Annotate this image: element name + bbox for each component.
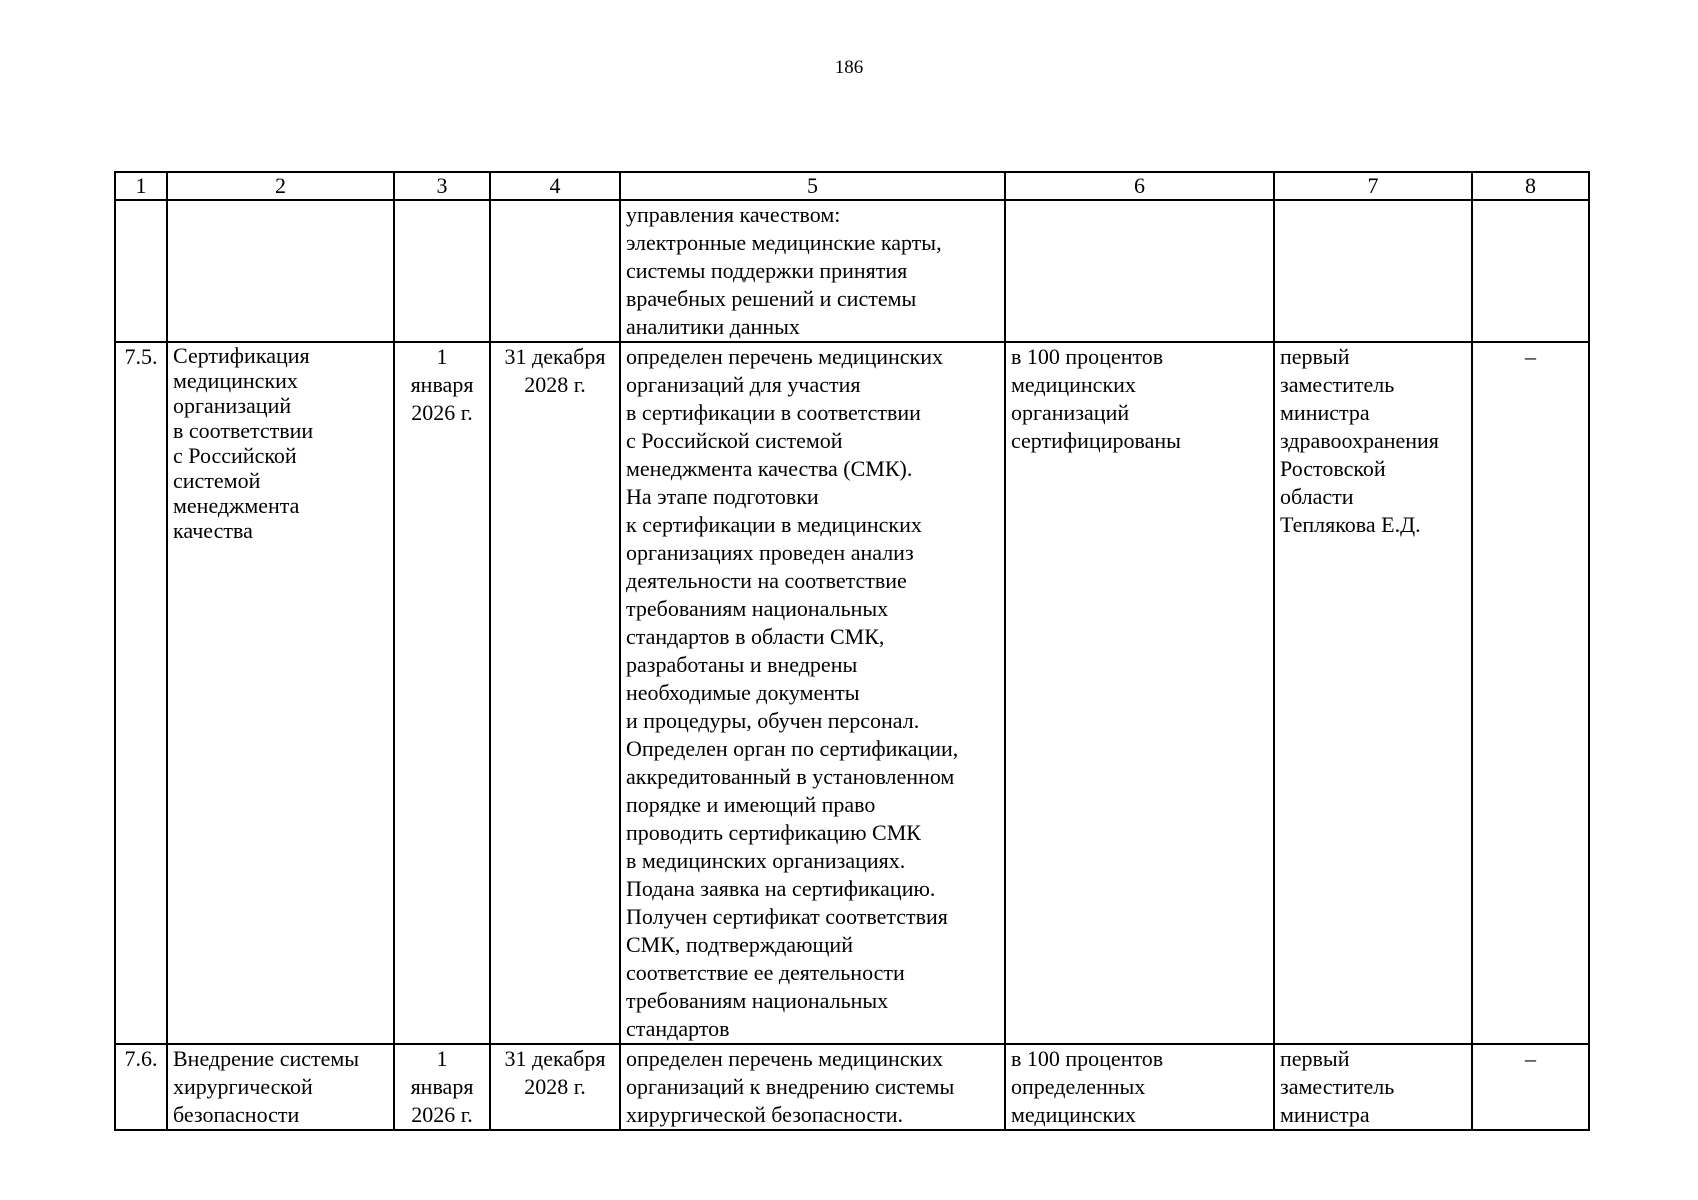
cell-empty xyxy=(1274,200,1472,342)
text-line: организаций к внедрению системы xyxy=(626,1074,955,1099)
text-line: к сертификации в медицинских xyxy=(626,512,922,537)
text-line: января xyxy=(410,1074,474,1099)
column-header: 3 xyxy=(394,172,490,200)
text-line: 31 декабря xyxy=(504,344,606,369)
start-date-cell xyxy=(394,1044,490,1130)
text-line: стандартов xyxy=(626,1016,730,1041)
text-line: системой xyxy=(173,468,261,493)
text-line: организациях проведен анализ xyxy=(626,540,914,565)
row-number: 7.6. xyxy=(115,1044,167,1130)
text-line: определен перечень медицинских xyxy=(626,1046,944,1071)
measures-table xyxy=(114,171,1590,1131)
text-line: порядке и имеющий право xyxy=(626,792,876,817)
text-line: Сертификация xyxy=(173,343,310,368)
end-date-cell xyxy=(490,342,620,1044)
text-line: заместитель xyxy=(1280,372,1395,397)
row-number: 7.5. xyxy=(115,342,167,1044)
cell-empty xyxy=(1472,200,1589,342)
text-line: в 100 процентов xyxy=(1011,1046,1164,1071)
text-line: Внедрение системы xyxy=(173,1046,360,1071)
text-line: первый xyxy=(1280,1046,1350,1071)
column-header: 7 xyxy=(1274,172,1472,200)
text-line: определен перечень медицинских xyxy=(626,344,944,369)
column-header: 6 xyxy=(1005,172,1274,200)
text-line: в медицинских организациях. xyxy=(626,848,906,873)
column-header: 1 xyxy=(115,172,167,200)
start-date-cell xyxy=(394,342,490,1044)
text-line: заместитель xyxy=(1280,1074,1395,1099)
text-line: хирургической безопасности. xyxy=(626,1102,904,1127)
text-line: Ростовской xyxy=(1280,456,1386,481)
text-line: министра xyxy=(1280,1102,1370,1127)
text-line: определенных xyxy=(1011,1074,1146,1099)
table-row xyxy=(115,1044,1589,1130)
text-line: врачебных решений и системы xyxy=(626,286,917,311)
text-line: первый xyxy=(1280,344,1350,369)
text-line: СМК, подтверждающий xyxy=(626,932,853,957)
col8-cell: – xyxy=(1472,342,1589,1044)
continuation-result-cell xyxy=(620,200,1005,342)
text-line: Подана заявка на сертификацию. xyxy=(626,876,936,901)
text-line: 1 xyxy=(436,1046,448,1071)
cell-empty xyxy=(394,200,490,342)
text-line: Теплякова Е.Д. xyxy=(1280,512,1421,537)
col8-cell: – xyxy=(1472,1044,1589,1130)
text-line: аккредитованный в установленном xyxy=(626,764,955,789)
text-line: организаций для участия xyxy=(626,372,861,397)
cell-empty xyxy=(1005,200,1274,342)
text-line: стандартов в области СМК, xyxy=(626,624,885,649)
cell-empty xyxy=(167,200,394,342)
end-date-cell xyxy=(490,1044,620,1130)
text-line: менеджмента xyxy=(173,493,300,518)
indicator-cell xyxy=(1005,342,1274,1044)
text-line: аналитики данных xyxy=(626,314,800,339)
text-line: На этапе подготовки xyxy=(626,484,819,509)
text-line: в 100 процентов xyxy=(1011,344,1164,369)
text-line: организаций xyxy=(173,393,292,418)
text-line: требованиям национальных xyxy=(626,988,889,1013)
text-line: менеджмента качества (СМК). xyxy=(626,456,913,481)
indicator-cell xyxy=(1005,1044,1274,1130)
text-line: 2026 г. xyxy=(411,400,473,425)
text-line: соответствие ее деятельности xyxy=(626,960,905,985)
table-header-row xyxy=(115,172,1589,200)
text-line: безопасности xyxy=(173,1102,300,1127)
column-header: 8 xyxy=(1472,172,1589,200)
text-line: января xyxy=(410,372,474,397)
text-line: с Российской xyxy=(173,443,297,468)
text-line: медицинских xyxy=(173,368,298,393)
result-cell xyxy=(620,342,1005,1044)
text-line: Получен сертификат соответствия xyxy=(626,904,948,929)
text-line: с Российской системой xyxy=(626,428,843,453)
text-line: медицинских xyxy=(1011,372,1136,397)
measure-name-cell xyxy=(167,1044,394,1130)
column-header: 2 xyxy=(167,172,394,200)
table-row xyxy=(115,342,1589,1044)
text-line: в сертификации в соответствии xyxy=(626,400,921,425)
text-line: разработаны и внедрены xyxy=(626,652,858,677)
column-header: 5 xyxy=(620,172,1005,200)
page-number: 186 xyxy=(834,57,864,78)
measure-name-cell xyxy=(167,342,394,1044)
cell-empty xyxy=(115,200,167,342)
text-line: системы поддержки принятия xyxy=(626,258,908,283)
text-line: проводить сертификацию СМК xyxy=(626,820,921,845)
text-line: 1 xyxy=(436,344,448,369)
text-line: организаций xyxy=(1011,400,1130,425)
text-line: качества xyxy=(173,518,253,543)
text-line: деятельности на соответствие xyxy=(626,568,907,593)
text-line: здравоохранения xyxy=(1280,428,1439,453)
text-line: министра xyxy=(1280,400,1370,425)
responsible-cell xyxy=(1274,342,1472,1044)
text-line: и процедуры, обучен персонал. xyxy=(626,708,920,733)
text-line: 2026 г. xyxy=(411,1102,473,1127)
text-line: медицинских xyxy=(1011,1102,1136,1127)
text-line: в соответствии xyxy=(173,418,314,443)
responsible-cell xyxy=(1274,1044,1472,1130)
text-line: 2028 г. xyxy=(524,1074,586,1099)
text-line: электронные медицинские карты, xyxy=(626,230,942,255)
text-line: области xyxy=(1280,484,1354,509)
text-line: требованиям национальных xyxy=(626,596,889,621)
table-row-continuation xyxy=(115,200,1589,342)
column-header: 4 xyxy=(490,172,620,200)
text-line: Определен орган по сертификации, xyxy=(626,736,959,761)
text-line: управления качеством: xyxy=(626,202,841,227)
text-line: необходимые документы xyxy=(626,680,860,705)
text-line: сертифицированы xyxy=(1011,428,1181,453)
text-line: 31 декабря xyxy=(504,1046,606,1071)
result-cell xyxy=(620,1044,1005,1130)
cell-empty xyxy=(490,200,620,342)
text-line: хирургической xyxy=(173,1074,313,1099)
text-line: 2028 г. xyxy=(524,372,586,397)
